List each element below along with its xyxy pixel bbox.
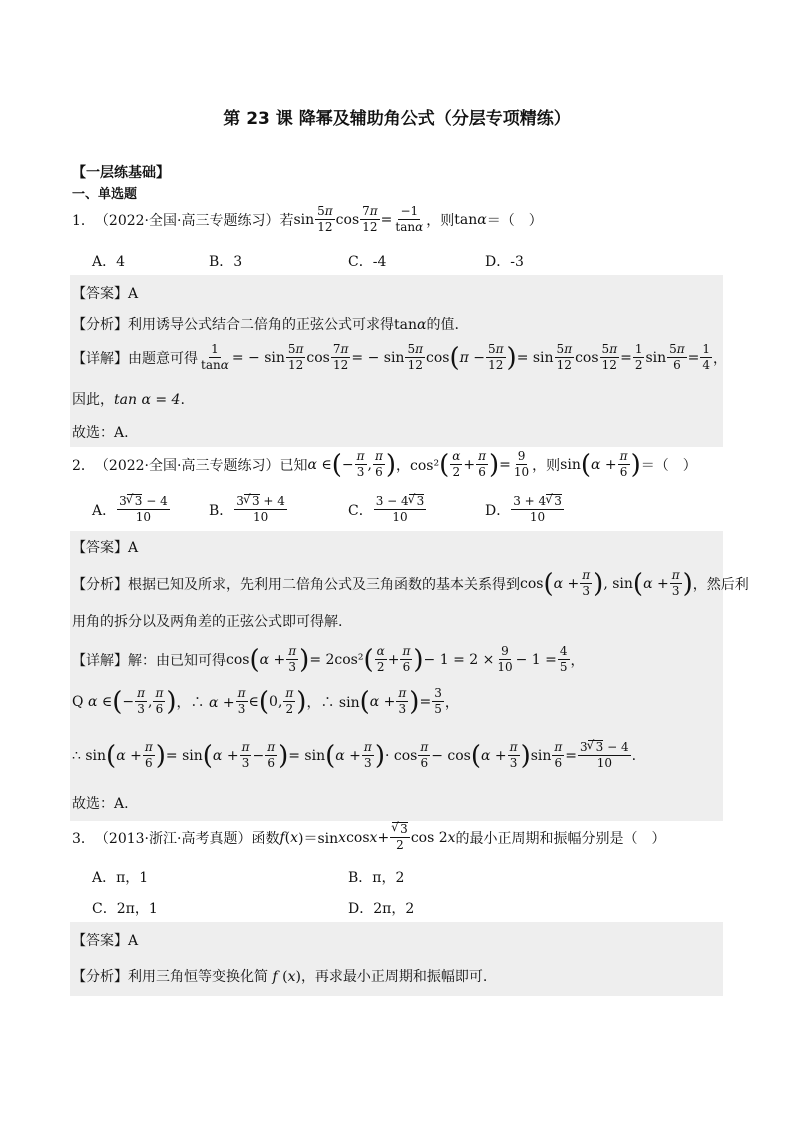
- q2-detail-line2: Q α ∈ ( − $\frac{\pi}{3}$ , $\frac{\pi}{6}$ ) ，∴ α + $\frac{\pi}{3}$ ∈ ( 0, $\frac{\pi}{2}$ ) ，∴ sin ( α + $\frac{\pi}{3}$ ) = $\frac{3}{5}$ ，: [72, 686, 459, 717]
- q2-answer: 【答案】A: [72, 540, 139, 556]
- q1-answer: 【答案】A: [72, 286, 139, 302]
- q1-detail: 【详解】 由题意可得 $\frac{1}{\tan\alpha}$ = − sin $\frac{5\pi}{12}$ cos $\frac{7\pi}{12}$ = − sin $\frac{5\pi}{12}$ cos ( π − $\frac{5\pi}{12}$ ) = sin $\frac{5\pi}{12}$ cos $\frac{5\pi}{12}$ = $\frac{1}{2}$ sin $\frac{5\pi}{6}$ = $\frac{1}{4}$ ，: [72, 342, 728, 373]
- q1-option-d: D．-3: [485, 254, 524, 270]
- level-header: 【一层练基础】: [72, 165, 170, 181]
- q1-analysis: 【分析】利用诱导公式结合二倍角的正弦公式可求得tanα的值.: [72, 317, 459, 333]
- q1-option-b: B．3: [209, 254, 243, 270]
- q2-detail-line3: ∴ sin ( α + $\frac{\pi}{6}$ ) = sin ( α + $\frac{\pi}{3}$ − $\frac{\pi}{6}$ ) = sin ( α + $\frac{\pi}{3}$ ) · cos $\frac{\pi}{6}$ − cos ( α + $\frac{\pi}{3}$ ) sin $\frac{\pi}{6}$ = $\frac{3√ 3 - 4}{10}$ .: [72, 740, 636, 771]
- q1-stem: 1． （2022·全国·高三专题练习） 若 sin $\frac{5\pi}{12}$ cos $\frac{7\pi}{12}$ = $\frac{-1}{\tan\alpha}$ ，则 tanα ＝（ ）: [72, 204, 543, 234]
- q3-option-c: C．2π，1: [92, 901, 158, 917]
- section-header: 一、单选题: [72, 187, 138, 202]
- q1-choose: 故选：A.: [72, 425, 129, 441]
- q2-detail: 【详解】 解：由已知可得 cos ( α + $\frac{\pi}{3}$ ) = 2cos² ( $\frac{\alpha}{2}$ + $\frac{\pi}{6}$ ) − 1 = 2 × $\frac{9}{10}$ − 1 = $\frac{4}{5}$ ，: [72, 644, 585, 675]
- q2-option-c: C． $\frac{3 - 4√ 3}{10}$: [348, 494, 427, 525]
- q3-stem: 3． （2013·浙江·高考真题） 函数 f ( x )＝sin x cos x + √ $\frac{3}{2}$ cos 2 x 的最小正周期和振幅分别是（ ）: [72, 822, 666, 853]
- page-title: 第 23 课 降幂及辅助角公式（分层专项精练）: [223, 109, 571, 129]
- q2-option-b: B． $\frac{3√ 3 + 4}{10}$: [209, 494, 288, 525]
- q2-analysis-line2: 用角的拆分以及两角差的正弦公式即可得解.: [72, 614, 343, 630]
- q1-option-a: A．4: [92, 254, 126, 270]
- q1-therefore: 因此，tan α = 4.: [72, 392, 185, 408]
- q2-option-a: A． $\frac{3√ 3 - 4}{10}$: [92, 494, 171, 525]
- q2-choose: 故选：A.: [72, 796, 129, 812]
- q3-option-d: D．2π，2: [348, 901, 415, 917]
- q3-answer: 【答案】A: [72, 933, 139, 949]
- q3-option-b: B．π，2: [348, 870, 405, 886]
- q3-option-a: A．π，1: [92, 870, 149, 886]
- q2-option-d: D． $\frac{3 + 4√ 3}{10}$: [485, 494, 565, 525]
- q2-analysis: 【分析】 根据已知及所求，先利用二倍角公式及三角函数的基本关系得到 cos ( α + $\frac{\pi}{3}$ ) , sin ( α + $\frac{\pi}{3}$ ) ，然后利: [72, 568, 749, 599]
- q2-stem: 2． （2022·全国·高三专题练习） 已知 α ∈ ( − $\frac{\pi}{3}$ , $\frac{\pi}{6}$ ) ，cos² ( $\frac{\alpha}{2}$ + $\frac{\pi}{6}$ ) = $\frac{9}{10}$ ，则 sin ( α + $\frac{\pi}{6}$ ) ＝（ ）: [72, 449, 697, 480]
- q1-option-c: C．-4: [348, 254, 387, 270]
- q3-analysis: 【分析】利用三角恒等变换化简 f (x)，再求最小正周期和振幅即可.: [72, 969, 488, 985]
